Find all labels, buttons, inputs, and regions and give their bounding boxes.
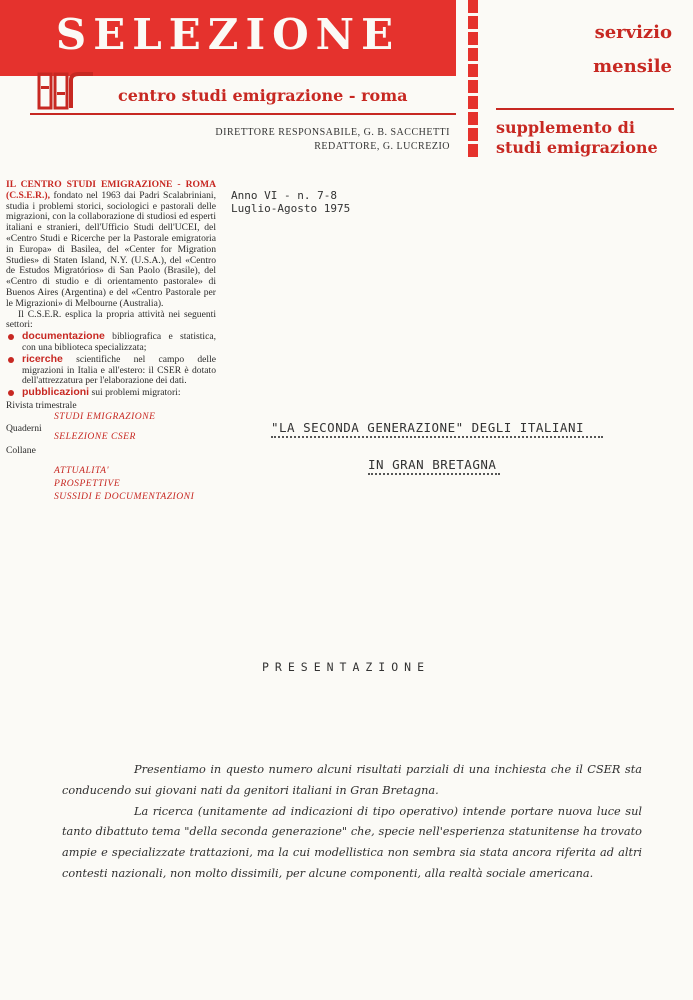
title-underline <box>368 473 500 475</box>
collana-item: SUSSIDI E DOCUMENTAZIONI <box>54 490 195 502</box>
supplement-line1: supplemento di <box>496 118 635 137</box>
editor-line: REDATTORE, G. LUCREZIO <box>314 141 450 152</box>
header-subtitle: centro studi emigrazione - roma <box>118 86 408 105</box>
document-title-line2: IN GRAN BRETAGNA <box>368 457 497 472</box>
title-underline <box>271 436 603 438</box>
supplement-line2: studi emigrazione <box>496 138 658 157</box>
collane-list <box>54 464 216 503</box>
servizio-mensile-label <box>496 8 672 92</box>
body-paragraph: Presentiamo in questo numero alcuni risultati parziali di una inchiesta che il CSER sta conducendo sui giovani nati da genitori italiani in Gran Bretagna. <box>62 763 642 797</box>
activity-text: Il C.S.E.R. esplica la propria attività nei seguenti settori: <box>6 308 216 331</box>
body-paragraph: La ricerca (unitamente ad indicazioni di tipo operativo) intende portare nuova luce sul tanto dibattuto tema "della seconda generazione" che, specie nell'esperienza statunitense ha trovato ampie e specializzate trattazioni, ma la cui modellistica non sembra sia stata ancora riferita ad altri contesti nazionali, non molto dissimili, per alcune componenti, alla realtà sociale americana. <box>62 804 642 880</box>
red-dashed-strip <box>468 0 478 158</box>
quaderni-title: SELEZIONE CSER <box>54 430 136 442</box>
supplement-label <box>496 118 658 158</box>
mensile-word: mensile <box>593 56 672 77</box>
collana-item: PROSPETTIVE <box>54 477 121 489</box>
cser-logo <box>37 72 97 112</box>
intro-red-heading: IL CENTRO STUDI EMIGRAZIONE - ROMA (C.S.E.R.), <box>6 179 216 201</box>
rivista-title: STUDI EMIGRAZIONE <box>54 410 156 422</box>
issue-info <box>231 189 350 215</box>
bullet-ricerche: ricerche scientifiche nel campo delle migrazioni in Italia e all'estero: il CSER è dotato dell'attrezzatura per l'elaborazione dei dati. <box>6 354 216 387</box>
presentation-body <box>62 760 642 885</box>
masthead-title: SELEZIONE <box>55 10 401 59</box>
intro-text: fondato nel 1963 dai Padri Scalabriniani, studia i problemi storici, sociologici e pastorali delle migrazioni, con la collaborazione di studiosi ed esperti italiani e stranieri, dell'Ufficio Studi dell'UCEI, del «Centro Studi e Ricerche per la Pastorale emigratoria in Europa» di Basilea, del «Center for Migration Studies» di Staten Island, N.Y. (U.S.A.), del «Centro de Estudos Migratórios» di San Paolo (Brasile), del «Centro di studio e di orientamento pastorale» di Buenos Aires (Argentina) e del «Centro Pastorale per le Migrazioni» di Melbourne (Australia). <box>6 189 216 309</box>
section-heading: PRESENTAZIONE <box>262 660 431 674</box>
collane-row <box>6 444 216 464</box>
document-title-line1: "LA SECONDA GENERAZIONE" DEGLI ITALIANI <box>271 420 584 435</box>
collana-item: ATTUALITA' <box>54 464 110 476</box>
quaderni-label: Quaderni <box>6 422 42 434</box>
director-line: DIRETTORE RESPONSABILE, G. B. SACCHETTI <box>215 127 450 138</box>
issue-date: Luglio-Agosto 1975 <box>231 202 351 215</box>
quaderni-row <box>6 422 216 450</box>
bullet-pubblicazioni: pubblicazioni sui problemi migratori: <box>6 387 216 399</box>
cser-description-column <box>6 180 216 503</box>
header-rule <box>30 113 456 115</box>
servizio-word: servizio <box>594 22 672 43</box>
rivista-label: Rivista trimestrale <box>6 399 77 411</box>
intro-paragraph <box>6 180 216 310</box>
right-rule <box>496 108 674 110</box>
masthead-credits <box>160 126 450 154</box>
collane-label: Collane <box>6 444 36 456</box>
issue-number: Anno VI - n. 7-8 <box>231 189 337 202</box>
bullet-documentazione: documentazione bibliografica e statistica, con una biblioteca specializzata; <box>6 331 216 354</box>
